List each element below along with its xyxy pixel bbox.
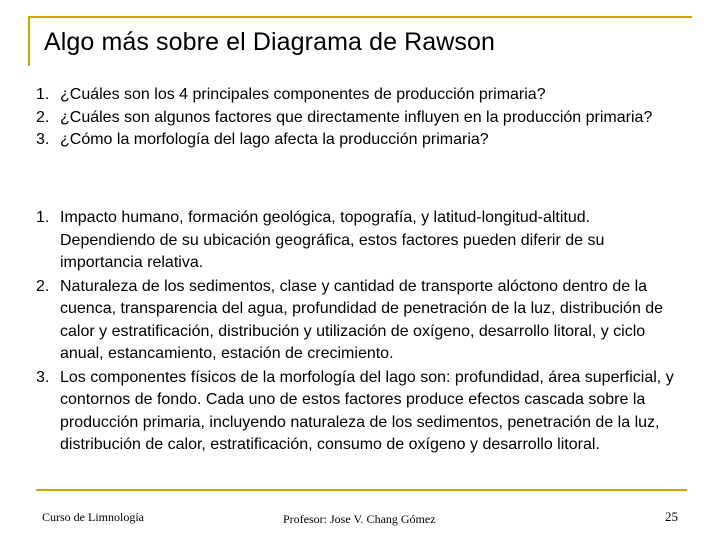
question-item [36,84,676,107]
footer-course: Curso de Limnología [42,510,144,524]
footer-divider [36,489,687,491]
answer-item [36,276,686,366]
answer-text: Los componentes físicos de la morfología del lago son: profundidad, área superficial, y contornos de fondo. Cada uno de estos factores produce efectos cascada sobre la producción primaria, incluyendo naturaleza de los sedimentos, penetración de la luz, distribución de calor, estratificación, consumo de oxígeno y desarrollo litoral. [60,368,674,453]
answers-list [36,207,686,458]
question-number: 1. [36,86,54,103]
question-number: 2. [36,108,54,126]
questions-list [36,84,676,152]
question-text: ¿Cómo la morfología del lago afecta la producción primaria? [60,131,489,148]
question-text: ¿Cuáles son algunos factores que directamente influyen en la producción primaria? [60,108,653,126]
answer-number: 2. [36,277,54,295]
answer-number: 1. [36,209,54,226]
question-number: 3. [36,131,54,148]
answer-text: Naturaleza de los sedimentos, clase y cantidad de transporte alóctono dentro de la cuenca, transparencia del agua, profundidad de penetración de la luz, distribución de calor y estratificación, distribución y utilización de oxígeno, desarrollo litoral, y ciclo anual, estancamiento, estación de crecimiento. [60,277,664,362]
question-item [36,129,676,152]
answer-number: 3. [36,368,54,386]
page-title: Algo más sobre el Diagrama de Rawson [44,28,496,56]
question-text: ¿Cuáles son los 4 principales componentes de producción primaria? [60,86,546,103]
question-item [36,107,676,130]
answer-text: Impacto humano, formación geológica, topografía, y latitud-longitud-altitud. Dependiendo de su ubicación geográfica, estos factores pueden diferir de su importancia relativa. [60,209,605,271]
answer-item [36,207,686,275]
footer-professor: Profesor: Jose V. Chang Gómez [283,512,436,526]
answer-item [36,367,686,457]
page-number: 25 [665,509,678,524]
